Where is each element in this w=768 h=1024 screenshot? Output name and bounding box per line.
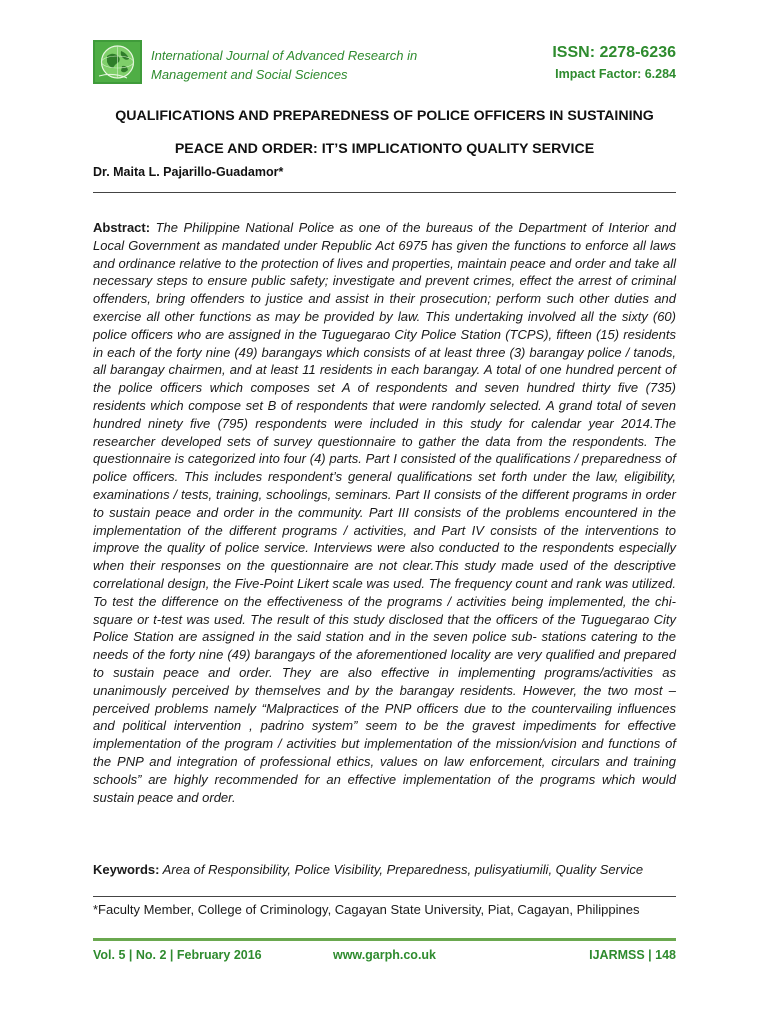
abstract — [93, 219, 676, 806]
paper-title-line2: PEACE AND ORDER: IT’S IMPLICATIONTO QUALITY SERVICE — [174, 141, 595, 157]
page-footer — [93, 948, 676, 966]
globe-icon — [93, 40, 142, 84]
title-divider — [93, 192, 676, 193]
footer-rule — [93, 938, 676, 941]
issn-label: ISSN: 2278-6236 — [552, 44, 676, 61]
volume-info: Vol. 5 | No. 2 | February 2016 — [93, 948, 262, 962]
author-footnote: *Faculty Member, College of Criminology, Cagayan State University, Piat, Cagayan, Philippines — [93, 902, 640, 917]
impact-factor: Impact Factor: 6.284 — [555, 67, 676, 81]
paper-title-line1: QUALIFICATIONS AND PREPAREDNESS OF POLICE OFFICERS IN SUSTAINING — [115, 108, 654, 124]
author-name: Dr. Maita L. Pajarillo-Guadamor* — [93, 165, 284, 179]
keywords-label: Keywords: — [93, 862, 160, 877]
website-link[interactable]: www.garph.co.uk — [332, 948, 437, 962]
journal-name — [151, 46, 417, 84]
journal-header — [93, 40, 676, 86]
abstract-label: Abstract: — [93, 220, 151, 235]
keywords — [93, 862, 676, 878]
footnote-divider — [93, 896, 676, 897]
abstract-text: The Philippine National Police as one of the bureaus of the Department of Interior and Local Government as mandated under Republic Act 6975 has given the functions to enforce all laws and ordinance relative to the protection of lives and properties, maintain peace and order and take all necessary steps to ensure public safety; investigate and prevent crimes, effect the arrest of criminal offenders, bring offenders to justice and assist in their prosecution; perform such other duties and exercise all other functions as may be provided by law. This undertaking involved all the sixty (60) police officers who are assigned in the Tuguegarao City Police Station (TCPS), fifteen (15) residents in each of the forty nine (49) barangays which consists of at least three (3) barangay police / tanods, all barangay chairmen, and at least 11 residents in each barangay. A total of one hundred percent of the police officers which composes set A of respondents and seven hundred thirty five (735) residents which compose set B of respondents that were randomly selected. A grand total of seven hundred ninety five (795) respondents were included in this study for calendar year 2014.The researcher developed sets of survey questionnaire to gather the data from the respondents. The questionnaire is categorized into four (4) parts. Part I consisted of the qualifications / preparedness of police officers. This includes respondent’s general qualifications set forth under the law, eligibility, examinations / tests, training, schoolings, seminars. Part II consists of the different programs in order to sustain peace and order in the community. Part III consists of the problems encountered in the implementation of the different programs / activities, and Part IV consists of the interventions to improve the quality of police service. Interviews were also conducted to the respondents especially when their responses on the questionnaire are not clear.This study made used of the descriptive correlational design, the Five-Point Likert scale was used. The frequency count and rank was utilized. To test the difference on the effectiveness of the programs / activities being implemented, the chi-square or t-test was used. The result of this study disclosed that the officers of the Tuguegarao City Police Station are assigned in the said station and in the seven police sub- stations catering to the needs of the forty nine (49) barangays of the aforementioned locality are very qualified and prepared to sustain peace and order. They are also effective in implementing programs/activities as unanimously perceived by themselves and by the barangay residents. However, the two most – perceived problems namely “Malpractices of the PNP officers due to the countervailing influences and political intervention , padrino system” seem to be the gravest impediments for effective implementation of the program / activities but implementation of the mission/vision and functions of the PNP and integration of professional ethics, values on law enforcement, circulars and training schools” are highly recommended for an effective implementation of the programs which would sustain peace and order. — [93, 220, 676, 805]
journal-name-line2: Management and Social Sciences — [151, 67, 348, 82]
journal-name-line1: International Journal of Advanced Research in — [151, 48, 418, 63]
page-reference: IJARMSS | 148 — [589, 948, 676, 962]
paper-title — [93, 100, 676, 166]
keywords-text: Area of Responsibility, Police Visibility, Preparedness, pulisyatiumili, Quality Service — [162, 862, 644, 877]
